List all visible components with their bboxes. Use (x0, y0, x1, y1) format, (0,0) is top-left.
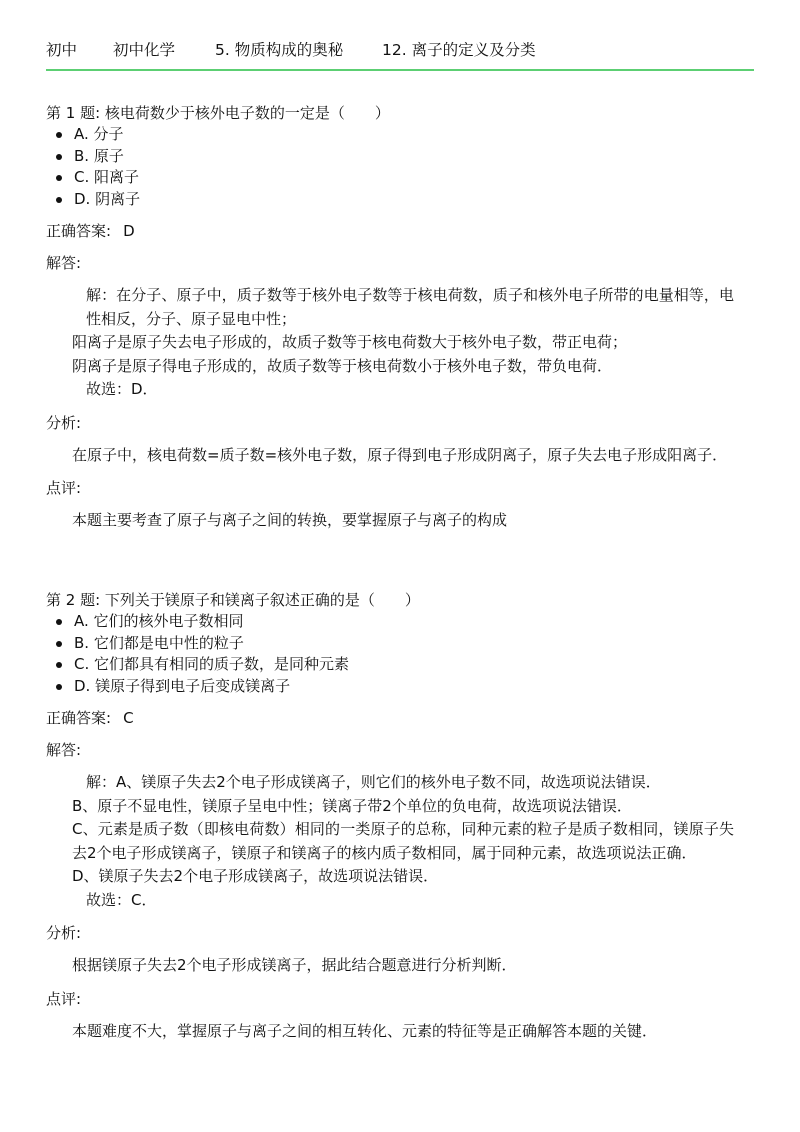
correct-answer-label: 正确答案: (46, 222, 112, 240)
bullet-icon (56, 619, 62, 625)
option-text: D. 镁原子得到电子后变成镁离子 (74, 676, 291, 695)
question-1 (46, 102, 754, 533)
bullet-icon (56, 662, 62, 668)
analysis-text: 根据镁原子失去2个电子形成镁离子，据此结合题意进行分析判断． (72, 956, 517, 974)
comment-body (46, 509, 754, 533)
option-c[interactable] (74, 654, 754, 676)
solution-line: C、元素是质子数（即核电荷数）相同的一类原子的总称，同种元素的粒子是质子数相同，镁原子失去2个电子形成镁离子，镁原子和镁离子的核内质子数相同，属于同种元素，故选项说法正确． (72, 820, 734, 862)
option-list (46, 124, 754, 210)
solution-body (46, 284, 754, 402)
bullet-icon (56, 132, 62, 138)
solution-line: 故选：C． (86, 890, 157, 909)
solution-line: 阴离子是原子得电子形成的，故质子数等于核电荷数小于核外电子数，带负电荷． (72, 356, 613, 375)
bullet-icon (56, 175, 62, 181)
bullet-icon (56, 641, 62, 647)
header-divider (46, 69, 754, 71)
analysis-label: 分析: (46, 924, 82, 942)
question-title: 第 2 题: 下列关于镁原子和镁离子叙述正确的是（ ） (46, 591, 420, 609)
breadcrumb-level[interactable]: 初中 (46, 41, 78, 59)
breadcrumb-topic[interactable]: 12. 离子的定义及分类 (382, 41, 536, 59)
option-b[interactable] (74, 146, 754, 168)
option-text: D. 阴离子 (74, 189, 141, 208)
comment-label: 点评: (46, 989, 82, 1008)
correct-answer-row (46, 707, 754, 729)
solution-line: 解：在分子、原子中，质子数等于核外电子数等于核电荷数，质子和核外电子所带的电量相等，电性相反，分子、原子显电中性； (86, 286, 734, 328)
option-d[interactable] (74, 676, 754, 698)
option-text: B. 原子 (74, 146, 124, 165)
bullet-icon (56, 154, 62, 160)
solution-label: 解答: (46, 741, 82, 759)
solution-line: D、镁原子失去2个电子形成镁离子，故选项说法错误． (72, 867, 439, 885)
solution-line: 解：A、镁原子失去2个电子形成镁离子，则它们的核外电子数不同，故选项说法错误． (86, 773, 661, 791)
comment-text: 本题主要考查了原子与离子之间的转换，要掌握原子与离子的构成 (72, 511, 508, 529)
solution-line: 故选：D． (86, 380, 158, 398)
analysis-label: 分析: (46, 413, 82, 432)
option-list (46, 611, 754, 697)
correct-answer-row (46, 220, 754, 242)
option-text: A. 它们的核外电子数相同 (74, 612, 244, 630)
solution-label: 解答: (46, 254, 82, 272)
comment-label: 点评: (46, 479, 82, 497)
solution-line: B、原子不显电性，镁原子呈电中性；镁离子带2个单位的负电荷，故选项说法错误． (72, 796, 632, 815)
breadcrumb (46, 40, 536, 60)
breadcrumb-chapter[interactable]: 5. 物质构成的奥秘 (215, 41, 344, 59)
breadcrumb-subject[interactable]: 初中化学 (113, 41, 176, 59)
bullet-icon (56, 684, 62, 690)
bullet-icon (56, 197, 62, 203)
option-a[interactable] (74, 611, 754, 633)
option-text: A. 分子 (74, 125, 124, 143)
analysis-body (46, 444, 754, 468)
correct-answer-label: 正确答案: (46, 709, 112, 727)
option-d[interactable] (74, 189, 754, 211)
solution-body (46, 771, 754, 912)
question-title: 第 1 题: 核电荷数少于核外电子数的一定是（ ） (46, 104, 390, 122)
correct-answer-value: C (123, 709, 134, 727)
option-b[interactable] (74, 633, 754, 655)
analysis-body (46, 954, 754, 978)
comment-text: 本题难度不大，掌握原子与离子之间的相互转化、元素的特征等是正确解答本题的关键． (72, 1021, 658, 1040)
option-text: C. 阳离子 (74, 168, 140, 186)
analysis-text: 在原子中，核电荷数=质子数=核外电子数，原子得到电子形成阴离子，原子失去电子形成阳离子． (72, 445, 728, 464)
correct-answer-value: D (123, 222, 135, 240)
option-text: C. 它们都具有相同的质子数，是同种元素 (74, 655, 350, 673)
option-a[interactable] (74, 124, 754, 146)
solution-line: 阳离子是原子失去电子形成的，故质子数等于核电荷数大于核外电子数，带正电荷； (72, 333, 628, 351)
question-2 (46, 589, 754, 1043)
option-c[interactable] (74, 167, 754, 189)
option-text: B. 它们都是电中性的粒子 (74, 633, 244, 652)
comment-body (46, 1020, 754, 1044)
